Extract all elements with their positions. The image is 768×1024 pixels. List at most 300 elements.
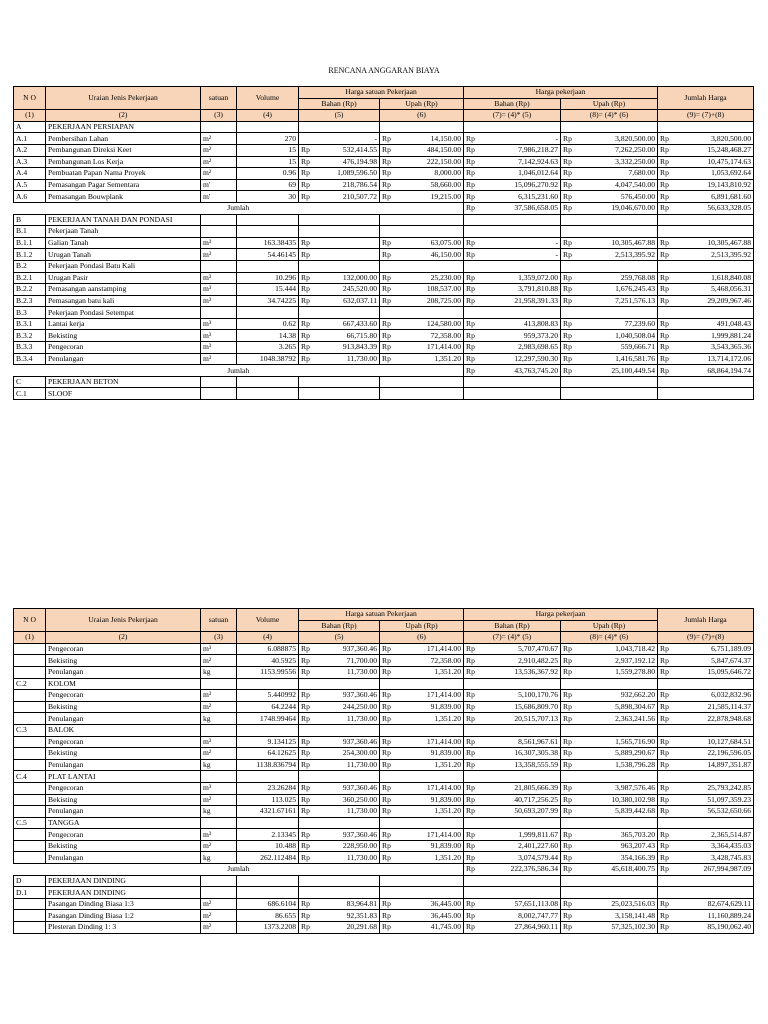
- empty-cell: [464, 388, 561, 400]
- currency-label: Rp: [466, 203, 475, 213]
- money-cell: [658, 782, 754, 794]
- total-row: [14, 864, 754, 876]
- row-label: Pekerjaan Pondasi Setempat: [46, 307, 201, 319]
- money-cell: [658, 295, 754, 307]
- volume-cell: 163.38435: [237, 237, 299, 249]
- money-cell: [658, 156, 754, 168]
- table-row: [14, 643, 754, 655]
- section-row: [14, 376, 754, 388]
- row-number: B.3.3: [14, 342, 46, 354]
- row-number: B.3.1: [14, 318, 46, 330]
- row-number: A.3: [14, 156, 46, 168]
- row-number: [14, 655, 46, 667]
- money-cell: [464, 295, 561, 307]
- empty-cell: [380, 307, 464, 319]
- money-cell: [380, 353, 464, 365]
- table-row: [14, 272, 754, 284]
- volume-cell: 2.13345: [237, 829, 299, 841]
- row-number: [14, 748, 46, 760]
- amount-value: 171,414.00: [426, 736, 461, 746]
- unit-cell: m³: [201, 318, 237, 330]
- money-cell: [380, 690, 464, 702]
- table-row: [14, 806, 754, 818]
- col-number: (6): [380, 632, 464, 644]
- row-label: Penulangan: [46, 806, 201, 818]
- unit-cell: m²: [201, 840, 237, 852]
- col-header-harga-pekerjaan: Harga pekerjaan: [464, 609, 658, 621]
- money-cell: [380, 295, 464, 307]
- amount-value: 2,363,241.56: [615, 713, 655, 723]
- amount-value: 7,986,218.27: [518, 145, 558, 155]
- currency-label: Rp: [563, 203, 572, 213]
- budget-table-1: [13, 86, 754, 400]
- money-cell: [561, 713, 658, 725]
- money-cell: [561, 794, 658, 806]
- money-cell: [299, 840, 380, 852]
- section-row: [14, 214, 754, 226]
- currency-label: Rp: [301, 353, 310, 363]
- amount-value: 10,305,467.88: [707, 238, 751, 248]
- col-header-uraian: Uraian Jenis Pekerjaan: [46, 609, 201, 632]
- money-cell: [380, 829, 464, 841]
- currency-label: Rp: [382, 736, 391, 746]
- table-body: [14, 121, 754, 399]
- currency-label: Rp: [466, 748, 475, 758]
- row-number: [14, 701, 46, 713]
- empty-cell: [658, 388, 754, 400]
- empty-cell: [299, 260, 380, 272]
- currency-label: Rp: [563, 713, 572, 723]
- empty-cell: [380, 121, 464, 133]
- money-cell: [380, 156, 464, 168]
- currency-label: Rp: [382, 829, 391, 839]
- currency-label: Rp: [466, 760, 475, 770]
- money-cell: [380, 133, 464, 145]
- unit-cell: m³: [201, 237, 237, 249]
- volume-cell: 23.26284: [237, 782, 299, 794]
- amount-value: 108,537.00: [426, 284, 461, 294]
- currency-label: Rp: [660, 702, 669, 712]
- empty-cell: [658, 214, 754, 226]
- unit-cell: kg: [201, 666, 237, 678]
- row-number: [14, 840, 46, 852]
- table-row: [14, 295, 754, 307]
- col-header-no: N O: [14, 87, 46, 110]
- empty-cell: [201, 875, 237, 887]
- currency-label: Rp: [660, 284, 669, 294]
- currency-label: Rp: [382, 748, 391, 758]
- table-row: [14, 168, 754, 180]
- money-cell: [464, 330, 561, 342]
- row-number: A: [14, 121, 46, 133]
- row-number: A.2: [14, 144, 46, 156]
- amount-value: 1,053,692.64: [711, 168, 751, 178]
- unit-cell: m²: [201, 748, 237, 760]
- money-cell: [464, 840, 561, 852]
- empty-cell: [561, 724, 658, 736]
- unit-cell: m³: [201, 249, 237, 261]
- amount-value: 10,475,174.63: [707, 156, 751, 166]
- col-header-satuan: satuan: [201, 87, 237, 110]
- volume-cell: 15: [237, 156, 299, 168]
- currency-label: Rp: [660, 249, 669, 259]
- amount-value: 1,351.20: [434, 713, 461, 723]
- col-header-harga-satuan: Harga satuan Pekerjaan: [299, 87, 464, 99]
- money-cell: [464, 643, 561, 655]
- empty-cell: [237, 121, 299, 133]
- table-row: [14, 249, 754, 261]
- money-cell: [299, 852, 380, 864]
- money-cell: [299, 655, 380, 667]
- empty-cell: [561, 376, 658, 388]
- volume-cell: 14.38: [237, 330, 299, 342]
- money-cell: [561, 840, 658, 852]
- table-row: [14, 713, 754, 725]
- row-number: B.2.1: [14, 272, 46, 284]
- currency-label: Rp: [660, 365, 669, 375]
- amount-value: 13,536,367.92: [514, 667, 558, 677]
- money-cell: [299, 782, 380, 794]
- row-number: B.3.2: [14, 330, 46, 342]
- unit-cell: kg: [201, 852, 237, 864]
- row-number: C.3: [14, 724, 46, 736]
- currency-label: Rp: [660, 806, 669, 816]
- amount-value: 91,839.00: [430, 841, 461, 851]
- empty-cell: [201, 678, 237, 690]
- volume-cell: 6.088875: [237, 643, 299, 655]
- currency-label: Rp: [563, 353, 572, 363]
- amount-value: 15,095,646.72: [707, 667, 751, 677]
- currency-label: Rp: [466, 794, 475, 804]
- table-row: [14, 898, 754, 910]
- row-label: Penulangan: [46, 666, 201, 678]
- money-cell: [464, 910, 561, 922]
- empty-cell: [380, 388, 464, 400]
- row-number: [14, 736, 46, 748]
- row-label: PLAT LANTAI: [46, 771, 201, 783]
- currency-label: Rp: [466, 168, 475, 178]
- row-label: Lantai kerja: [46, 318, 201, 330]
- row-label: Bekisting: [46, 794, 201, 806]
- empty-cell: [658, 771, 754, 783]
- currency-label: Rp: [563, 794, 572, 804]
- money-cell: [464, 365, 561, 377]
- money-cell: [658, 168, 754, 180]
- table-row: [14, 284, 754, 296]
- currency-label: Rp: [301, 667, 310, 677]
- currency-label: Rp: [466, 133, 475, 143]
- empty-cell: [201, 260, 237, 272]
- amount-value: 8,000.00: [434, 168, 461, 178]
- currency-label: Rp: [301, 644, 310, 654]
- unit-cell: m³: [201, 736, 237, 748]
- currency-label: Rp: [382, 760, 391, 770]
- row-number: A.5: [14, 179, 46, 191]
- currency-label: Rp: [466, 829, 475, 839]
- currency-label: Rp: [301, 899, 310, 909]
- amount-value: 91,839.00: [430, 748, 461, 758]
- amount-value: 932,662.20: [620, 690, 655, 700]
- money-cell: [561, 852, 658, 864]
- amount-value: 3,364,435.03: [711, 841, 751, 851]
- empty-cell: [561, 875, 658, 887]
- money-cell: [561, 318, 658, 330]
- currency-label: Rp: [466, 191, 475, 201]
- currency-label: Rp: [660, 748, 669, 758]
- amount-value: 171,414.00: [426, 829, 461, 839]
- unit-cell: m³: [201, 690, 237, 702]
- amount-value: 83,964.81: [346, 899, 377, 909]
- empty-cell: [658, 376, 754, 388]
- total-row: [14, 365, 754, 377]
- amount-value: 2,910,482.25: [518, 655, 558, 665]
- table-row: [14, 156, 754, 168]
- currency-label: Rp: [563, 272, 572, 282]
- empty-cell: [299, 226, 380, 238]
- money-cell: [658, 643, 754, 655]
- currency-label: Rp: [382, 342, 391, 352]
- empty-cell: [561, 771, 658, 783]
- unit-cell: m³: [201, 284, 237, 296]
- amount-value: 19,046,670.00: [611, 203, 655, 213]
- col-number: (1): [14, 632, 46, 644]
- currency-label: Rp: [382, 899, 391, 909]
- empty-cell: [464, 226, 561, 238]
- amount-value: 171,414.00: [426, 342, 461, 352]
- empty-cell: [464, 817, 561, 829]
- unit-cell: m²: [201, 701, 237, 713]
- currency-label: Rp: [563, 238, 572, 248]
- currency-label: Rp: [660, 644, 669, 654]
- table-row: [14, 353, 754, 365]
- empty-cell: [201, 771, 237, 783]
- amount-value: 1,351.20: [434, 353, 461, 363]
- total-row: [14, 202, 754, 214]
- money-cell: [299, 829, 380, 841]
- empty-cell: [658, 260, 754, 272]
- money-cell: [658, 759, 754, 771]
- currency-label: Rp: [301, 180, 310, 190]
- money-cell: [464, 713, 561, 725]
- currency-label: Rp: [466, 736, 475, 746]
- table-row: [14, 794, 754, 806]
- currency-label: Rp: [382, 353, 391, 363]
- amount-value: 85,190,062.40: [707, 922, 751, 932]
- amount-value: 25,100,449.54: [611, 365, 655, 375]
- empty-cell: [237, 875, 299, 887]
- amount-value: 1,351.20: [434, 806, 461, 816]
- amount-value: 91,839.00: [430, 702, 461, 712]
- table-row: [14, 655, 754, 667]
- empty-cell: [658, 724, 754, 736]
- row-label: Pemasangan Bouwplank: [46, 191, 201, 203]
- empty-cell: [380, 887, 464, 899]
- money-cell: [561, 922, 658, 934]
- col-header-upah: Upah (Rp): [561, 620, 658, 632]
- currency-label: Rp: [301, 806, 310, 816]
- amount-value: 5,898,304.67: [615, 702, 655, 712]
- money-cell: [658, 922, 754, 934]
- row-label: Penulangan: [46, 852, 201, 864]
- table-row: [14, 852, 754, 864]
- amount-value: 43,763,745.20: [514, 365, 558, 375]
- amount-value: 6,315,231.60: [518, 191, 558, 201]
- currency-label: Rp: [301, 702, 310, 712]
- amount-value: 11,730.00: [346, 852, 377, 862]
- amount-value: 45,618,400.75: [611, 864, 655, 874]
- volume-cell: 34.74225: [237, 295, 299, 307]
- volume-cell: 86.655: [237, 910, 299, 922]
- empty-cell: [380, 771, 464, 783]
- currency-label: Rp: [382, 841, 391, 851]
- col-number: (7)= (4)* (5): [464, 632, 561, 644]
- money-cell: [464, 284, 561, 296]
- table-row: [14, 318, 754, 330]
- empty-cell: [201, 121, 237, 133]
- currency-label: Rp: [466, 156, 475, 166]
- total-label: Jumlah: [14, 202, 464, 214]
- row-number: [14, 690, 46, 702]
- budget-table-2: [13, 608, 754, 934]
- row-label: Bekisting: [46, 748, 201, 760]
- amount-value: 58,660.00: [430, 180, 461, 190]
- money-cell: [658, 191, 754, 203]
- money-cell: [561, 643, 658, 655]
- currency-label: Rp: [382, 284, 391, 294]
- money-cell: [561, 202, 658, 214]
- currency-label: Rp: [563, 922, 572, 932]
- amount-value: 41,745.00: [430, 922, 461, 932]
- empty-cell: [561, 817, 658, 829]
- col-header-bahan: Bahan (Rp): [299, 620, 380, 632]
- amount-value: 1,999,811.67: [518, 829, 558, 839]
- col-number: (8)= (4)* (6): [561, 632, 658, 644]
- amount-value: 124,580.00: [426, 319, 461, 329]
- currency-label: Rp: [660, 899, 669, 909]
- money-cell: [658, 666, 754, 678]
- amount-value: 1,416,581.76: [615, 353, 655, 363]
- volume-cell: 1138.836794: [237, 759, 299, 771]
- money-cell: [658, 910, 754, 922]
- money-cell: [464, 353, 561, 365]
- amount-value: 222,150.00: [426, 156, 461, 166]
- row-label: Penulangan: [46, 713, 201, 725]
- row-number: B.3.4: [14, 353, 46, 365]
- amount-value: 51,097,359.23: [707, 794, 751, 804]
- money-cell: [658, 852, 754, 864]
- table-row: [14, 759, 754, 771]
- money-cell: [658, 202, 754, 214]
- currency-label: Rp: [563, 910, 572, 920]
- amount-value: 4,047,540.00: [615, 180, 655, 190]
- col-number: (9)= (7)+(8): [658, 110, 754, 122]
- row-label: SLOOF: [46, 388, 201, 400]
- unit-cell: kg: [201, 806, 237, 818]
- money-cell: [299, 133, 380, 145]
- currency-label: Rp: [382, 295, 391, 305]
- money-cell: [561, 249, 658, 261]
- row-label: Pembangunan Los Kerja: [46, 156, 201, 168]
- money-cell: [299, 191, 380, 203]
- amount-value: 1,676,245.43: [615, 284, 655, 294]
- col-header-upah: Upah (Rp): [380, 620, 464, 632]
- money-cell: [658, 179, 754, 191]
- table-row: [14, 910, 754, 922]
- empty-cell: [237, 678, 299, 690]
- currency-label: Rp: [301, 829, 310, 839]
- currency-label: Rp: [660, 353, 669, 363]
- amount-value: 6,751,189.09: [711, 644, 751, 654]
- currency-label: Rp: [301, 342, 310, 352]
- amount-value: 8,002,747.77: [518, 910, 558, 920]
- col-number: (3): [201, 632, 237, 644]
- money-cell: [464, 690, 561, 702]
- money-cell: [658, 748, 754, 760]
- money-cell: [464, 898, 561, 910]
- currency-label: Rp: [301, 145, 310, 155]
- table-row: [14, 736, 754, 748]
- unit-cell: m³: [201, 342, 237, 354]
- money-cell: [464, 829, 561, 841]
- row-label: Pembersihan Lahan: [46, 133, 201, 145]
- amount-value: 632,037.11: [343, 295, 377, 305]
- row-number: [14, 829, 46, 841]
- money-cell: [299, 713, 380, 725]
- money-cell: [464, 922, 561, 934]
- amount-value: 3,820,500.00: [711, 133, 751, 143]
- money-cell: [380, 701, 464, 713]
- document-title: RENCANA ANGGARAN BIAYA: [328, 66, 440, 75]
- col-header-volume: Volume: [237, 87, 299, 110]
- amount-value: 37,586,658.05: [514, 203, 558, 213]
- empty-cell: [299, 214, 380, 226]
- volume-cell: 3.265: [237, 342, 299, 354]
- unit-cell: m²: [201, 144, 237, 156]
- unit-cell: m': [201, 179, 237, 191]
- amount-value: 63,075.00: [430, 238, 461, 248]
- money-cell: [658, 353, 754, 365]
- amount-value: 3,428,745.83: [711, 852, 751, 862]
- currency-label: Rp: [466, 667, 475, 677]
- amount-value: 2,513,395.92: [711, 249, 751, 259]
- money-cell: [299, 318, 380, 330]
- amount-value: -: [555, 238, 558, 248]
- empty-cell: [237, 817, 299, 829]
- amount-value: 10,127,684.51: [707, 736, 751, 746]
- currency-label: Rp: [660, 133, 669, 143]
- volume-cell: 10.488: [237, 840, 299, 852]
- currency-label: Rp: [301, 910, 310, 920]
- currency-label: Rp: [382, 238, 391, 248]
- amount-value: 254,300.00: [342, 748, 377, 758]
- currency-label: Rp: [466, 713, 475, 723]
- money-cell: [380, 736, 464, 748]
- money-cell: [380, 666, 464, 678]
- amount-value: 491,048.43: [716, 319, 751, 329]
- amount-value: 92,351.83: [346, 910, 377, 920]
- subsection-row: [14, 678, 754, 690]
- amount-value: -: [374, 133, 377, 143]
- money-cell: [464, 748, 561, 760]
- currency-label: Rp: [563, 156, 572, 166]
- currency-label: Rp: [382, 156, 391, 166]
- currency-label: Rp: [382, 690, 391, 700]
- unit-cell: m': [201, 191, 237, 203]
- amount-value: 11,730.00: [346, 806, 377, 816]
- amount-value: 1,359,072.00: [518, 272, 558, 282]
- amount-value: 667,433.60: [342, 319, 377, 329]
- amount-value: 208,725.00: [426, 295, 461, 305]
